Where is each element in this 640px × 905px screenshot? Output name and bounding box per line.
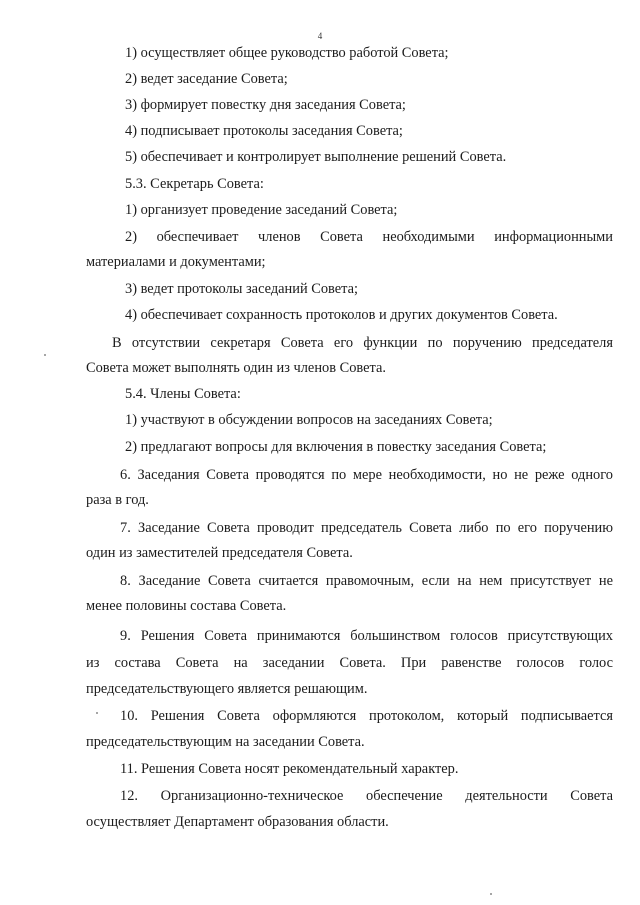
text-line: 3) ведет протоколы заседаний Совета; xyxy=(125,281,358,297)
text-line: 1) участвуют в обсуждении вопросов на заседаниях Совета; xyxy=(125,412,493,428)
text-line: 8. Заседание Совета считается правомочным, если на нем присутствует не xyxy=(120,573,613,589)
text-line: 2) ведет заседание Совета; xyxy=(125,71,288,87)
text-line: 7. Заседание Совета проводит председатель Совета либо по его поручению xyxy=(120,520,613,536)
text-line: 6. Заседания Совета проводятся по мере необходимости, но не реже одного xyxy=(120,467,613,483)
scan-speck xyxy=(490,893,492,895)
section-heading: 5.3. Секретарь Совета: xyxy=(125,176,264,192)
text-line: материалами и документами; xyxy=(86,254,266,270)
text-line: 4) подписывает протоколы заседания Совета; xyxy=(125,123,403,139)
text-line: один из заместителей председателя Совета. xyxy=(86,545,353,561)
text-line: 3) формирует повестку дня заседания Совета; xyxy=(125,97,406,113)
section-heading: 5.4. Члены Совета: xyxy=(125,386,241,402)
text-line: 1) осуществляет общее руководство работой Совета; xyxy=(125,45,449,61)
text-line: из состава Совета на заседании Совета. При равенстве голосов голос xyxy=(86,655,613,671)
text-line: 4) обеспечивает сохранность протоколов и других документов Совета. xyxy=(125,307,558,323)
text-line: 9. Решения Совета принимаются большинством голосов присутствующих xyxy=(120,628,613,644)
text-line: 2) предлагают вопросы для включения в повестку заседания Совета; xyxy=(125,439,547,455)
text-line: менее половины состава Совета. xyxy=(86,598,287,614)
text-line: 1) организует проведение заседаний Совета; xyxy=(125,202,398,218)
text-line: осуществляет Департамент образования области. xyxy=(86,814,389,830)
scan-speck xyxy=(96,712,98,714)
text-line: председательствующего является решающим. xyxy=(86,681,368,697)
text-line: В отсутствии секретаря Совета его функции по поручению председателя xyxy=(112,335,613,351)
text-line: 5) обеспечивает и контролирует выполнение решений Совета. xyxy=(125,149,507,165)
text-line: председательствующим на заседании Совета. xyxy=(86,734,365,750)
page-number: 4 xyxy=(317,31,323,41)
scan-speck xyxy=(44,354,46,356)
text-line: Совета может выполнять один из членов Совета. xyxy=(86,360,386,376)
text-line: раза в год. xyxy=(86,492,149,508)
text-line: 10. Решения Совета оформляются протоколом, который подписывается xyxy=(120,708,613,724)
text-line: 12. Организационно-техническое обеспечение деятельности Совета xyxy=(120,788,613,804)
text-line: 2) обеспечивает членов Совета необходимыми информационными xyxy=(125,229,613,245)
text-line: 11. Решения Совета носят рекомендательный характер. xyxy=(120,761,459,777)
